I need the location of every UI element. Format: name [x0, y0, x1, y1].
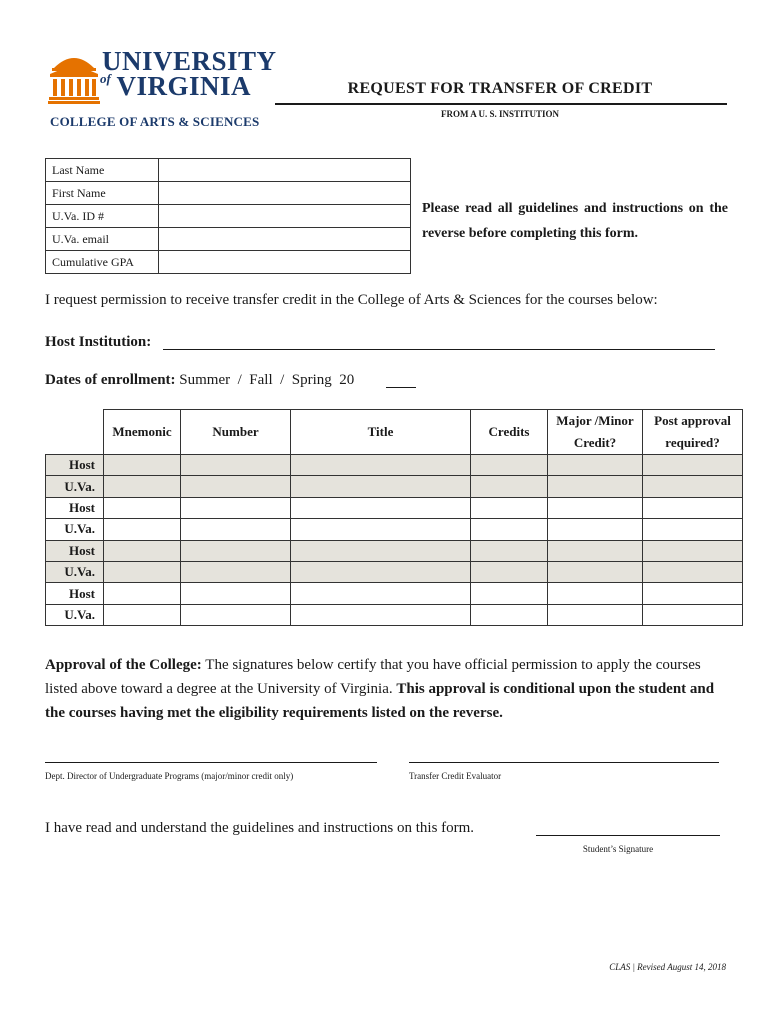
enrollment-year-field[interactable]	[386, 387, 416, 388]
number-cell[interactable]	[181, 476, 291, 497]
student-info-row	[46, 159, 411, 182]
evaluator-signature-caption: Transfer Credit Evaluator	[409, 771, 502, 781]
first-name-input[interactable]	[159, 182, 411, 205]
student-info-row	[46, 228, 411, 251]
student-info-row	[46, 182, 411, 205]
credits-cell[interactable]	[471, 604, 548, 625]
field-label-last-name: Last Name	[46, 159, 159, 182]
mnemonic-cell[interactable]	[104, 497, 181, 518]
approval-paragraph	[45, 653, 730, 725]
field-label-first-name: First Name	[46, 182, 159, 205]
major-minor-cell[interactable]	[548, 476, 643, 497]
uva-logo	[48, 46, 277, 138]
table-row	[46, 561, 743, 582]
mnemonic-cell[interactable]	[104, 561, 181, 582]
major-minor-cell[interactable]	[548, 497, 643, 518]
major-minor-cell[interactable]	[548, 561, 643, 582]
row-label: U.Va.	[46, 519, 104, 540]
approval-lead: Approval of the College:	[45, 657, 202, 673]
dates-label: Dates of enrollment:	[45, 372, 176, 388]
number-cell[interactable]	[181, 583, 291, 604]
post-approval-cell[interactable]	[643, 604, 743, 625]
host-institution-field[interactable]	[163, 349, 715, 350]
form-subtitle: FROM A U. S. INSTITUTION	[440, 109, 560, 119]
number-cell[interactable]	[181, 519, 291, 540]
uva-id-input[interactable]	[159, 205, 411, 228]
post-approval-cell[interactable]	[643, 583, 743, 604]
row-label: U.Va.	[46, 476, 104, 497]
logo-college-text: COLLEGE OF ARTS & SCIENCES	[50, 114, 260, 129]
mnemonic-cell[interactable]	[104, 583, 181, 604]
credits-cell[interactable]	[471, 497, 548, 518]
title-cell[interactable]	[291, 540, 471, 561]
post-approval-cell[interactable]	[643, 540, 743, 561]
mnemonic-cell[interactable]	[104, 519, 181, 540]
row-label: Host	[46, 455, 104, 476]
major-minor-cell[interactable]	[548, 519, 643, 540]
col-header-mnemonic: Mnemonic	[104, 410, 181, 455]
credits-cell[interactable]	[471, 476, 548, 497]
credits-cell[interactable]	[471, 455, 548, 476]
number-cell[interactable]	[181, 497, 291, 518]
post-approval-cell[interactable]	[643, 455, 743, 476]
student-info-table	[45, 158, 411, 274]
credits-cell[interactable]	[471, 519, 548, 540]
credits-cell[interactable]	[471, 540, 548, 561]
col-header-post-approval: Post approval required?	[643, 410, 743, 455]
post-approval-cell[interactable]	[643, 561, 743, 582]
major-minor-cell[interactable]	[548, 604, 643, 625]
courses-header-row	[46, 410, 743, 455]
instructions-notice: Please read all guidelines and instructions on the reverse before completing this form.	[422, 201, 728, 241]
director-signature-caption: Dept. Director of Undergraduate Programs (major/minor credit only)	[45, 771, 294, 781]
number-cell[interactable]	[181, 604, 291, 625]
last-name-input[interactable]	[159, 159, 411, 182]
dates-options: Summer / Fall / Spring 20	[179, 372, 355, 388]
col-header-title: Title	[291, 410, 471, 455]
approval-text: The signatures below certify that you have official permission to apply the courses listed above toward a degree at the University of Virginia.	[45, 657, 701, 697]
mnemonic-cell[interactable]	[104, 540, 181, 561]
courses-table	[45, 409, 743, 626]
table-row	[46, 455, 743, 476]
title-cell[interactable]	[291, 455, 471, 476]
mnemonic-cell[interactable]	[104, 455, 181, 476]
major-minor-cell[interactable]	[548, 540, 643, 561]
logo-university-text: UNIVERSITY	[102, 46, 277, 76]
row-label: Host	[46, 583, 104, 604]
col-header-number: Number	[181, 410, 291, 455]
evaluator-signature-line[interactable]	[409, 762, 719, 763]
student-info-row	[46, 205, 411, 228]
table-row	[46, 519, 743, 540]
student-info-row	[46, 251, 411, 274]
host-institution-label: Host Institution:	[45, 334, 152, 350]
table-row	[46, 604, 743, 625]
row-label: U.Va.	[46, 561, 104, 582]
approval-condition: This approval is conditional upon the student and the courses having met the eligibility requirements listed on the reverse.	[45, 681, 715, 721]
title-cell[interactable]	[291, 561, 471, 582]
student-signature-line[interactable]	[536, 835, 720, 836]
post-approval-cell[interactable]	[643, 519, 743, 540]
number-cell[interactable]	[181, 455, 291, 476]
table-row	[46, 497, 743, 518]
row-label: Host	[46, 540, 104, 561]
number-cell[interactable]	[181, 540, 291, 561]
mnemonic-cell[interactable]	[104, 604, 181, 625]
number-cell[interactable]	[181, 561, 291, 582]
gpa-input[interactable]	[159, 251, 411, 274]
student-signature-caption: Student’s Signature	[582, 844, 654, 854]
title-cell[interactable]	[291, 476, 471, 497]
major-minor-cell[interactable]	[548, 455, 643, 476]
uva-email-input[interactable]	[159, 228, 411, 251]
table-row	[46, 583, 743, 604]
row-label: U.Va.	[46, 604, 104, 625]
col-header-credits: Credits	[471, 410, 548, 455]
post-approval-cell[interactable]	[643, 476, 743, 497]
table-row	[46, 476, 743, 497]
title-cell[interactable]	[291, 519, 471, 540]
row-label: Host	[46, 497, 104, 518]
col-header-major-minor: Major /Minor Credit?	[548, 410, 643, 455]
logo-of-text: of	[100, 71, 111, 86]
director-signature-line[interactable]	[45, 762, 377, 763]
request-intro: I request permission to receive transfer credit in the College of Arts & Sciences for the courses below:	[45, 292, 658, 308]
field-label-uva-email: U.Va. email	[46, 228, 159, 251]
field-label-gpa: Cumulative GPA	[46, 251, 159, 274]
credits-cell[interactable]	[471, 561, 548, 582]
acknowledgement-text: I have read and understand the guidelines and instructions on this form.	[45, 820, 475, 836]
corner-cell	[46, 410, 104, 455]
field-label-uva-id: U.Va. ID #	[46, 205, 159, 228]
title-cell[interactable]	[291, 604, 471, 625]
post-approval-cell[interactable]	[643, 497, 743, 518]
title-cell[interactable]	[291, 497, 471, 518]
credits-cell[interactable]	[471, 583, 548, 604]
table-row	[46, 540, 743, 561]
title-cell[interactable]	[291, 583, 471, 604]
form-title: REQUEST FOR TRANSFER OF CREDIT	[347, 80, 653, 97]
logo-virginia-text: VIRGINIA	[116, 71, 252, 101]
revision-footer: CLAS | Revised August 14, 2018	[609, 962, 726, 972]
major-minor-cell[interactable]	[548, 583, 643, 604]
mnemonic-cell[interactable]	[104, 476, 181, 497]
title-divider	[275, 103, 727, 105]
rotunda-icon	[48, 48, 100, 104]
